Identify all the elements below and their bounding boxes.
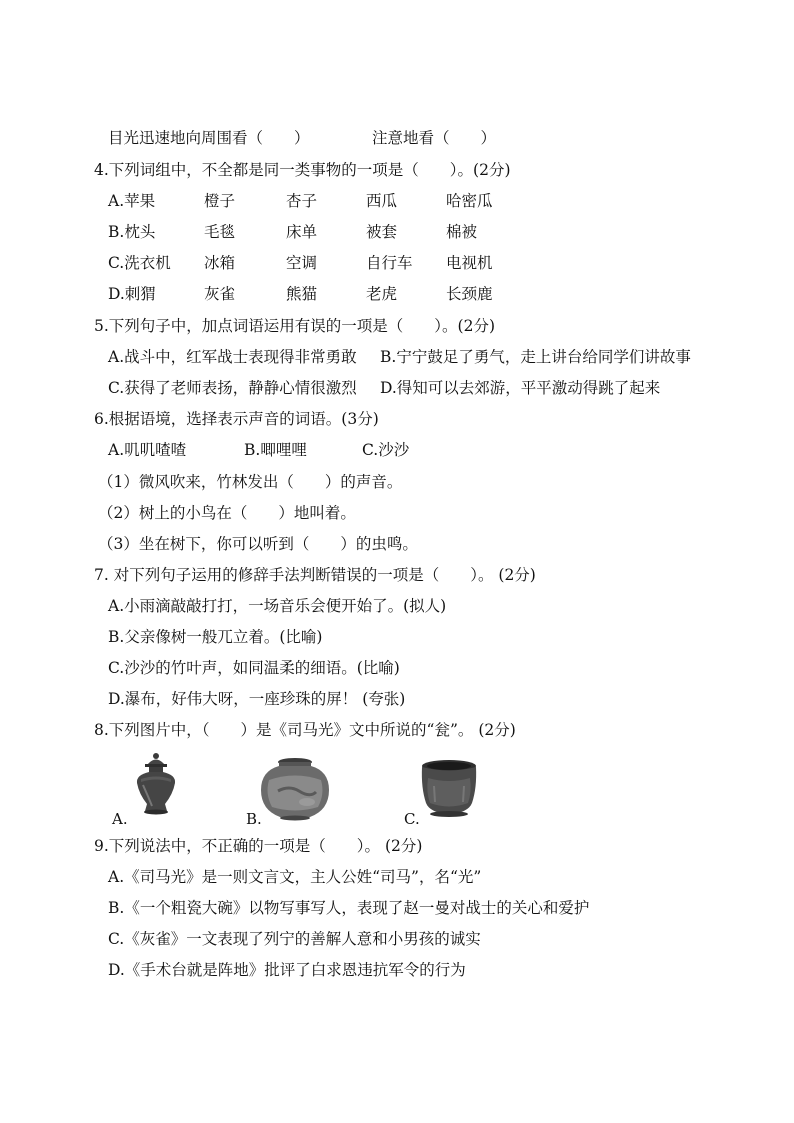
question-4-word: 自行车 [366,254,413,272]
lidded-jar-image [128,752,184,816]
question-4-word: 熊猫 [286,285,318,303]
question-4-word: D.刺猬 [108,285,156,303]
question-4-word: B.枕头 [108,223,156,241]
question-4-word: 老虎 [366,285,398,303]
blank-line-looking-around: 目光迅速地向周围看（ ） [108,129,310,147]
question-9-stem: 9.下列说法中，不正确的一项是（ ）。 (2分) [94,837,423,855]
question-4-word: 冰箱 [204,254,236,272]
question-6-option-b: B.唧哩哩 [244,441,307,459]
question-4-word: 毛毯 [204,223,236,241]
question-6-item-3: （3）坐在树下，你可以听到（ ）的虫鸣。 [98,535,418,553]
wide-pot-image [418,758,480,818]
question-6-option-c: C.沙沙 [362,441,410,459]
question-5-stem: 5.下列句子中，加点词语运用有误的一项是（ ）。(2分) [94,317,495,335]
question-7-option-a: A.小雨滴敲敲打打，一场音乐会便开始了。(拟人) [108,597,447,615]
question-4-word: 空调 [286,254,318,272]
question-6-option-a: A.叽叽喳喳 [108,441,187,459]
question-4-word: 橙子 [204,192,236,210]
question-5-option-d: D.得知可以去郊游，平平激动得跳了起来 [380,379,661,397]
question-9-option-b: B.《一个粗瓷大碗》以物写事写人，表现了赵一曼对战士的关心和爱护 [108,899,590,917]
question-7-option-d: D.瀑布，好伟大呀，一座珍珠的屏！ (夸张) [108,690,406,708]
question-4-word: A.苹果 [108,192,156,210]
question-4-word: 棉被 [446,223,478,241]
question-5-option-a: A.战斗中，红军战士表现得非常勇敢 [108,348,357,366]
image-label-b: B. [246,810,262,828]
question-5-option-b: B.宁宁鼓足了勇气，走上讲台给同学们讲故事 [380,348,691,366]
image-label-a: A. [112,810,128,828]
question-4-word: C.洗衣机 [108,254,171,272]
blank-line-careful-look: 注意地看（ ） [372,129,497,147]
question-6-stem: 6.根据语境，选择表示声音的词语。(3分) [94,410,379,428]
question-9-option-c: C.《灰雀》一文表现了列宁的善解人意和小男孩的诚实 [108,930,481,948]
question-4-word: 杏子 [286,192,318,210]
question-4-word: 被套 [366,223,398,241]
question-7-stem: 7. 对下列句子运用的修辞手法判断错误的一项是（ ）。 (2分) [94,566,536,584]
round-urn-image [258,756,332,822]
question-7-option-c: C.沙沙的竹叶声，如同温柔的细语。(比喻) [108,659,400,677]
question-4-stem: 4.下列词组中，不全都是同一类事物的一项是（ ）。(2分) [94,161,511,179]
image-label-c: C. [404,810,420,828]
question-4-word: 长颈鹿 [446,285,493,303]
question-4-word: 灰雀 [204,285,236,303]
question-9-option-a: A.《司马光》是一则文言文，主人公姓“司马”，名“光” [108,868,482,886]
question-7-option-b: B.父亲像树一般兀立着。(比喻) [108,628,323,646]
question-6-item-1: （1）微风吹来，竹林发出（ ）的声音。 [98,473,403,491]
question-4-word: 西瓜 [366,192,398,210]
question-4-word: 床单 [286,223,318,241]
question-9-option-d: D.《手术台就是阵地》批评了白求恩违抗军令的行为 [108,961,466,979]
question-4-word: 电视机 [446,254,493,272]
question-6-item-2: （2）树上的小鸟在（ ）地叫着。 [98,504,356,522]
question-4-word: 哈密瓜 [446,192,493,210]
question-5-option-c: C.获得了老师表扬，静静心情很激烈 [108,379,357,397]
question-8-stem: 8.下列图片中，（ ）是《司马光》文中所说的“瓮”。 (2分) [94,721,516,739]
